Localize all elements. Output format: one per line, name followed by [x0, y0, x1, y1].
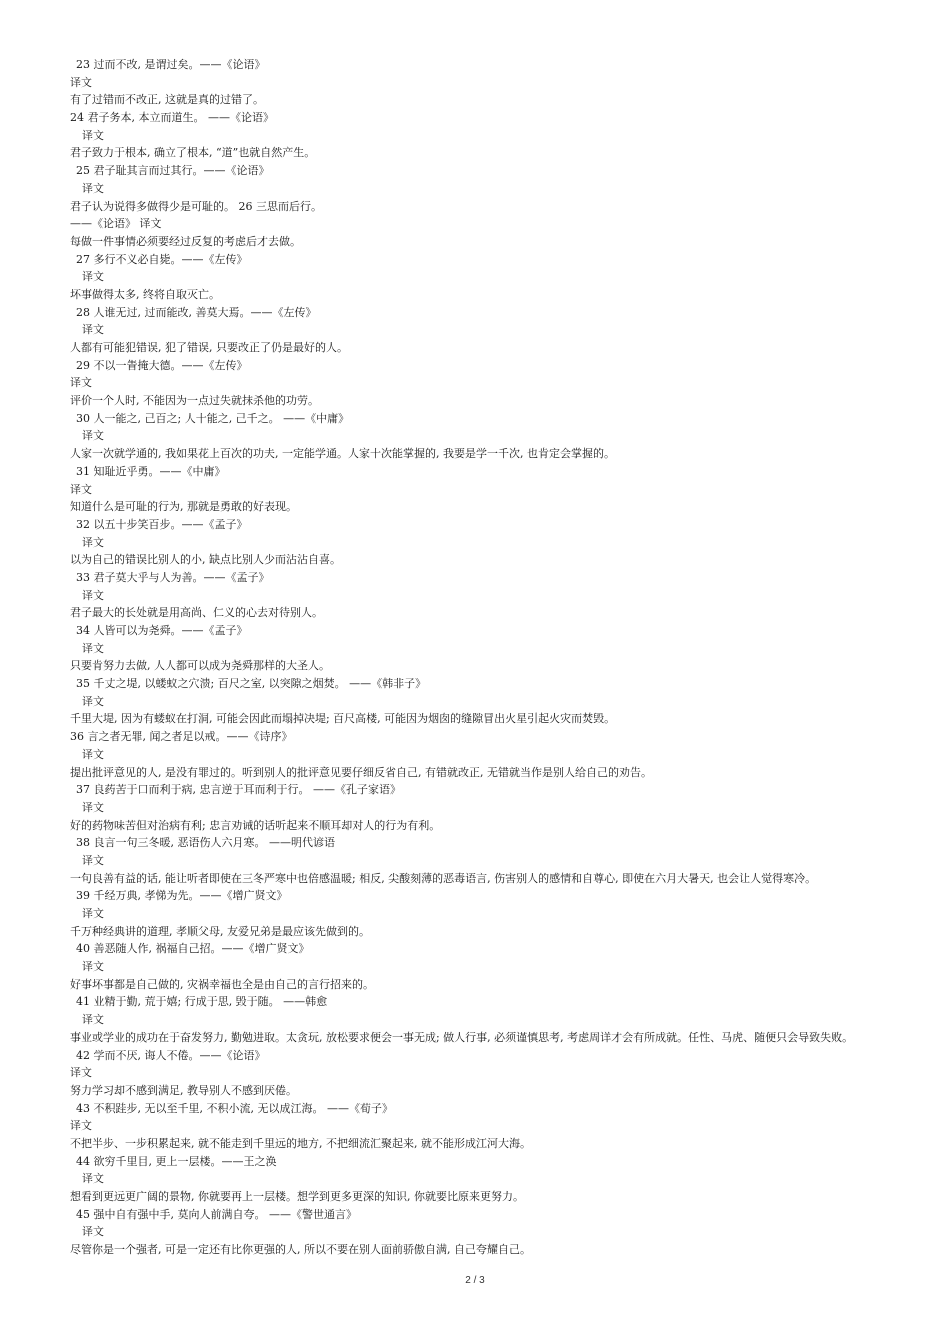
text-line: 提出批评意见的人, 是没有罪过的。听到别人的批评意见要仔细反省自己, 有错就改正, 无错就当作是别人给自己的劝告。: [70, 765, 652, 779]
text-line: 尽管你是一个强者, 可是一定还有比你更强的人, 所以不要在别人面前骄傲自满, 自己夸耀自己。: [70, 1243, 531, 1257]
document-page: [70, 56, 920, 1259]
text-line: 译文: [82, 1225, 104, 1239]
text-line: 不把半步、一步积累起来, 就不能走到千里远的地方, 不把细流汇聚起来, 就不能形成江河大海。: [70, 1136, 531, 1150]
text-line: 译文: [70, 1119, 92, 1133]
text-line: 42 学而不厌, 诲人不倦。——《论语》: [76, 1048, 266, 1062]
text-line: 37 良药苦于口而利于病, 忠言逆于耳而利于行。 ——《孔子家语》: [76, 783, 401, 797]
text-line: 每做一件事情必须要经过反复的考虑后才去做。: [70, 234, 301, 248]
text-line: 译文: [82, 800, 104, 814]
text-line: 译文: [82, 641, 104, 655]
text-line: 好的药物味苦但对治病有利; 忠言劝诫的话听起来不顺耳却对人的行为有利。: [70, 818, 441, 832]
text-line: 好事坏事都是自己做的, 灾祸幸福也全是由自己的言行招来的。: [70, 977, 374, 991]
text-line: 千里大堤, 因为有蝼蚁在打洞, 可能会因此而塌掉决堤; 百尺高楼, 可能因为烟囱的缝隙冒出火星引起火灾而焚毁。: [70, 712, 616, 726]
text-line: 以为自己的错误比别人的小, 缺点比别人少而沾沾自喜。: [70, 553, 341, 567]
text-line: 译文: [82, 907, 104, 920]
text-line: 知道什么是可耻的行为, 那就是勇敢的好表现。: [70, 500, 297, 514]
text-line: 评价一个人时, 不能因为一点过失就抹杀他的功劳。: [70, 394, 319, 408]
text-line: 君子认为说得多做得少是可耻的。 26 三思而后行。: [70, 199, 322, 213]
text-line: 39 千经万典, 孝悌为先。——《增广贤文》: [76, 889, 288, 903]
text-line: ——《论语》 译文: [70, 217, 162, 231]
text-line: 千万种经典讲的道理, 孝顺父母, 友爱兄弟是最应该先做到的。: [70, 924, 370, 938]
text-line: 36 言之者无罪, 闻之者足以戒。——《诗序》: [70, 730, 293, 744]
text-line: 35 千丈之堤, 以蝼蚁之穴溃; 百尺之室, 以突隙之烟焚。 ——《韩非子》: [76, 677, 427, 691]
text-line: 君子致力于根本, 确立了根本, “道”也就自然产生。: [70, 146, 316, 160]
page-number: 2 / 3: [465, 1275, 485, 1286]
text-line: 想看到更远更广阔的景物, 你就要再上一层楼。想学到更多更深的知识, 你就要比原来更努力。: [70, 1190, 524, 1203]
text-line: 译文: [82, 323, 104, 337]
text-line: 29 不以一眚掩大德。——《左传》: [76, 358, 248, 372]
text-line: 24 君子务本, 本立而道生。 ——《论语》: [70, 111, 274, 125]
text-line: 25 君子耻其言而过其行。——《论语》: [76, 164, 270, 178]
text-line: 一句良善有益的话, 能让听者即使在三冬严寒中也倍感温暖; 相反, 尖酸刻薄的恶毒语言, 伤害别人的感情和自尊心, 即使在六月大暑天, 也会让人觉得寒冷。: [70, 871, 817, 885]
text-line: 译文: [70, 1066, 92, 1080]
text-line: 41 业精于勤, 荒于嬉; 行成于思, 毁于随。 ——韩愈: [76, 995, 328, 1009]
text-line: 君子最大的长处就是用高尚、仁义的心去对待别人。: [70, 606, 323, 620]
text-line: 译文: [82, 535, 104, 549]
text-line: 人家一次就学通的, 我如果花上百次的功夫, 一定能学通。人家十次能掌握的, 我要是学一千次, 也肯定会掌握的。: [70, 447, 615, 461]
text-line: 译文: [70, 75, 92, 89]
text-line: 44 欲穷千里目, 更上一层楼。——王之涣: [76, 1154, 277, 1168]
text-line: 译文: [82, 960, 104, 974]
text-line: 人都有可能犯错误, 犯了错误, 只要改正了仍是最好的人。: [70, 341, 348, 354]
text-line: 译文: [82, 694, 104, 708]
text-line: 译文: [70, 482, 92, 496]
text-line: 译文: [82, 1013, 104, 1027]
text-line: 31 知耻近乎勇。——《中庸》: [76, 464, 226, 478]
text-line: 27 多行不义必自毙。——《左传》: [76, 252, 248, 266]
text-line: 译文: [82, 181, 104, 195]
text-line: 译文: [82, 128, 104, 142]
text-line: 坏事做得太多, 终将自取灭亡。: [70, 287, 220, 301]
text-line: 30 人一能之, 己百之; 人十能之, 己千之。 ——《中庸》: [76, 411, 350, 425]
text-line: 32 以五十步笑百步。——《孟子》: [76, 517, 248, 531]
text-line: 译文: [70, 376, 92, 390]
text-line: 28 人谁无过, 过而能改, 善莫大焉。——《左传》: [76, 305, 317, 319]
text-line: 23 过而不改, 是谓过矣。——《论语》: [76, 58, 266, 71]
text-line: 事业或学业的成功在于奋发努力, 勤勉进取。太贪玩, 放松要求便会一事无成; 做人行事, 必须谨慎思考, 考虑周详才会有所成就。任性、马虎、随便只会导致失败。: [70, 1030, 854, 1044]
text-line: 译文: [82, 1172, 104, 1186]
text-line: 有了过错而不改正, 这就是真的过错了。: [70, 93, 264, 107]
text-line: 38 良言一句三冬暖, 恶语伤人六月寒。 ——明代谚语: [76, 836, 335, 850]
text-line: 译文: [82, 429, 104, 443]
text-line: 努力学习却不感到满足, 教导别人不感到厌倦。: [70, 1083, 297, 1097]
text-line: 43 不积跬步, 无以至千里, 不积小流, 无以成江海。 ——《荀子》: [76, 1101, 393, 1115]
text-line: 33 君子莫大乎与人为善。——《孟子》: [76, 570, 270, 584]
text-line: 40 善恶随人作, 祸福自己招。——《增广贤文》: [76, 942, 310, 956]
text-line: 译文: [82, 270, 104, 284]
text-line: 译文: [82, 747, 104, 761]
text-line: 45 强中自有强中手, 莫向人前满自夸。 ——《警世通言》: [76, 1207, 357, 1221]
text-line: 只要肯努力去做, 人人都可以成为尧舜那样的大圣人。: [70, 659, 330, 673]
text-line: 34 人皆可以为尧舜。——《孟子》: [76, 624, 248, 637]
text-line: 译文: [82, 853, 104, 867]
text-line: 译文: [82, 588, 104, 602]
